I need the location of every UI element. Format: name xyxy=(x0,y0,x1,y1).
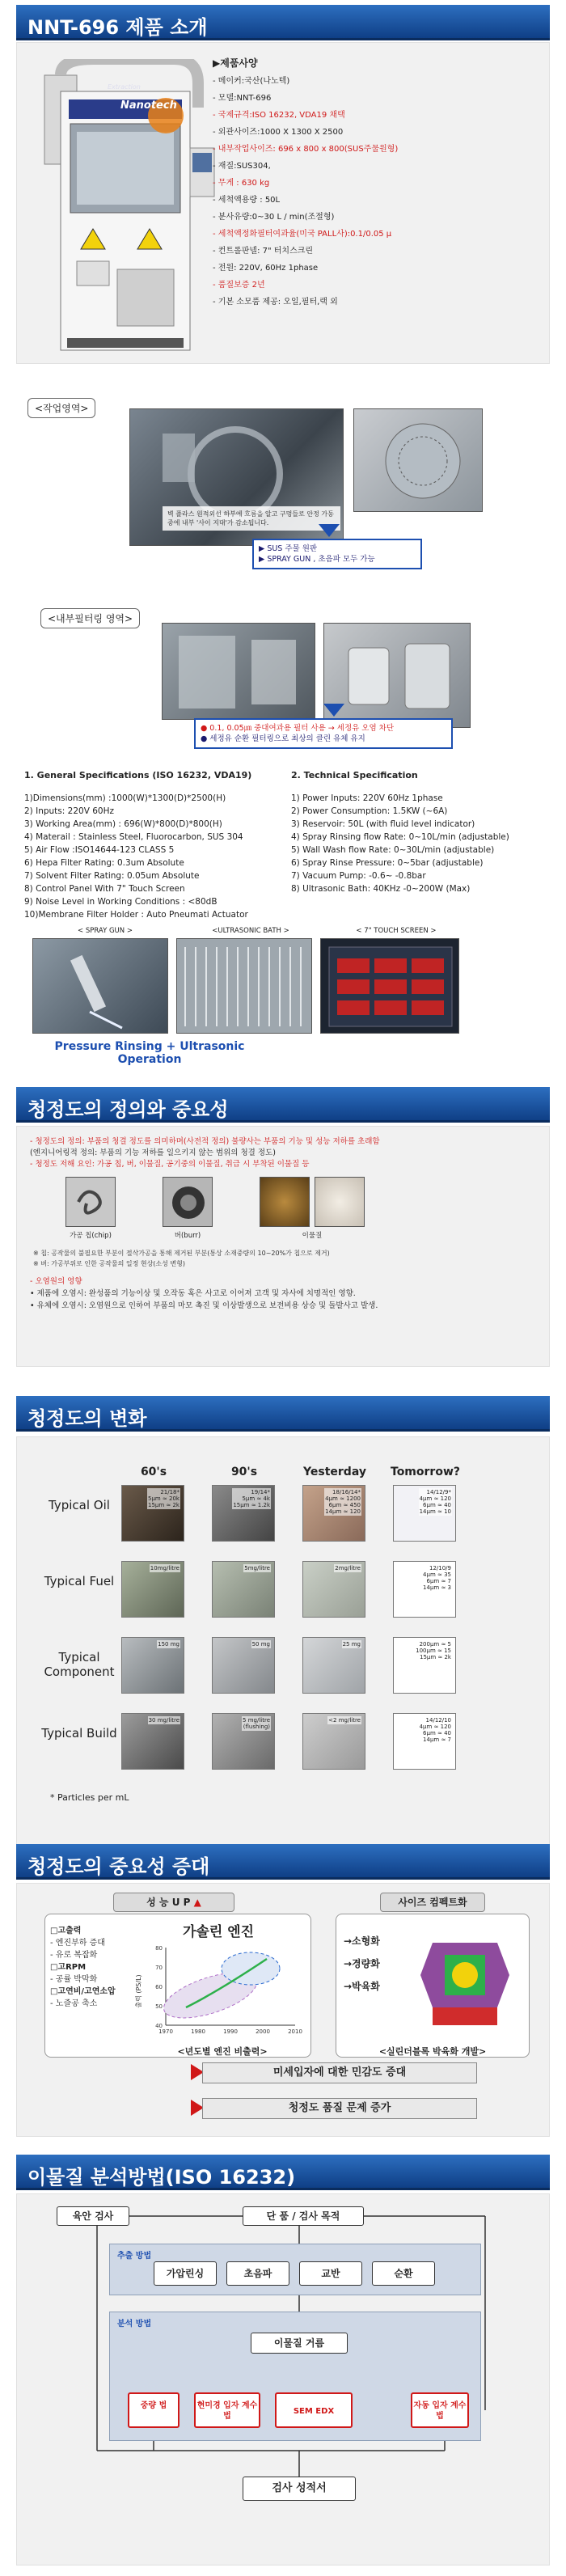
importance-block xyxy=(30,1275,378,1312)
extraction-method-box: 순환 xyxy=(372,2261,435,2286)
extraction-label: 추출 방법 xyxy=(117,2252,152,2261)
technical-spec-line: 1) Power Inputs: 220V 60Hz 1phase xyxy=(291,793,443,803)
chip-caption: 가공 칩(chip) xyxy=(70,1232,112,1240)
general-spec-line: 5) Air Flow :ISO14644-123 CLASS 5 xyxy=(24,845,175,855)
general-spec-line: 6) Hepa Filter Rating: 0.3um Absolute xyxy=(24,858,184,868)
y-axis-label: 출력 (PS/L) xyxy=(135,1974,142,2008)
change-cell xyxy=(302,1485,365,1542)
filter-bullets xyxy=(194,718,453,749)
change-banner xyxy=(16,1396,550,1432)
x-tick-label: 1990 xyxy=(223,2028,238,2035)
change-column-head: Yesterday xyxy=(303,1466,366,1478)
definition-line-3: - 청정도 저해 요인: 가공 칩, 버, 이물질, 공기중의 이물질, 취급 시 부착된 이물질 등 xyxy=(30,1160,310,1169)
change-cell xyxy=(393,1485,456,1542)
work-area-bullet-1: ▶ SUS 주물 원판 xyxy=(259,544,318,553)
performance-header xyxy=(113,1893,234,1912)
performance-bullet: - 엔진부하 증대 xyxy=(50,1939,105,1948)
definition-banner xyxy=(16,1087,550,1123)
note-chip: ※ 칩: 공작물의 불필요한 부분이 절삭가공을 통해 제거된 부분(통상 소재중량의 10~20%가 칩으로 제거) xyxy=(33,1250,330,1257)
change-cell-value: <2 mg/litre xyxy=(328,1717,361,1724)
change-cell xyxy=(121,1713,184,1770)
definition-notes xyxy=(33,1248,330,1269)
spec-line: - 세척액용량 : 50L xyxy=(213,196,281,205)
change-row-label: Typical Build xyxy=(41,1726,117,1741)
product-panel xyxy=(16,42,550,364)
change-cell-value: 2mg/litre xyxy=(335,1565,361,1571)
analysis-label: 분석 방법 xyxy=(117,2320,152,2329)
y-tick-label: 80 xyxy=(155,1945,163,1952)
change-cell-value: 25 mg xyxy=(342,1641,361,1648)
general-specs-title: 1. General Specifications (ISO 16232, VDA19) xyxy=(24,770,252,780)
result-box-1: 미세입자에 대한 민감도 증대 xyxy=(202,2062,477,2083)
change-column-head: 60's xyxy=(140,1466,167,1478)
work-area-photo-right xyxy=(353,408,483,512)
change-cell xyxy=(302,1637,365,1694)
definition-line-2: (엔지니어링적 정의: 부품의 기능 저하를 일으키지 않는 범위의 청결 정도) xyxy=(30,1148,276,1157)
general-spec-line: 7) Solvent Filter Rating: 0.05um Absolute xyxy=(24,871,200,881)
definition-panel xyxy=(16,1126,550,1367)
y-tick-label: 40 xyxy=(155,2023,163,2029)
spec-line: - 국제규격:ISO 16232, VDA19 채택 xyxy=(213,111,345,120)
work-area-bullet-2: ▶ SPRAY GUN , 초음파 모두 가능 xyxy=(259,555,375,564)
technical-spec-line: 4) Spray Rinsing flow Rate: 0~10L/min (adjustable) xyxy=(291,832,509,842)
technical-spec-line: 6) Spray Rinse Pressure: 0~5bar (adjustable) xyxy=(291,858,484,868)
technical-spec-line: 3) Reservoir: 50L (with fluid level indicator) xyxy=(291,819,475,829)
performance-bullet: □고RPM xyxy=(50,1963,87,1972)
change-cell xyxy=(212,1485,275,1542)
photo-touch-screen xyxy=(320,938,459,1034)
compact-bullet: →박육화 xyxy=(344,1981,380,1992)
filter-arrow xyxy=(323,704,344,717)
technical-spec-line: 8) Ultrasonic Bath: 40KHz -0~200W (Max) xyxy=(291,884,471,894)
compact-header: 사이즈 컴펙트화 xyxy=(380,1893,485,1912)
analysis-method-box: 중량 법 xyxy=(128,2392,180,2428)
note-burr: ※ 버: 가공부위로 인한 공작물의 일정 현상(소성 변형) xyxy=(33,1260,185,1267)
spec-line: - 컨트롤판넬: 7" 터치스크린 xyxy=(213,247,314,256)
change-cell-value: 10mg/litre xyxy=(150,1565,180,1571)
brand-label: Nanotech xyxy=(120,99,177,112)
change-cell-value: 50 mg xyxy=(251,1641,270,1648)
general-spec-line: 1)Dimensions(mm) :1000(W)*1300(D)*2500(H) xyxy=(24,793,226,803)
caption-ultrasonic: <ULTRASONIC BATH > xyxy=(212,927,289,935)
performance-caption: <년도별 엔진 비출력> xyxy=(177,2046,268,2057)
definition-line-1: - 청정도의 정의: 부품의 청결 정도를 의미하며(사전적 정의) 불량사는 부품의 기능 및 성능 저하를 초래함 xyxy=(30,1137,380,1146)
general-spec-line: 4) Materail : Stainless Steel, Fluorocarbon, SUS 304 xyxy=(24,832,243,842)
foreign-matter-image-1 xyxy=(260,1177,310,1227)
spec-line: - 무게 : 630 kg xyxy=(213,179,270,188)
x-tick-label: 1970 xyxy=(158,2028,173,2035)
product-title: NNT-696 제품 소개 xyxy=(27,16,208,39)
photo-ultrasonic xyxy=(176,938,312,1034)
performance-bullets xyxy=(50,1925,116,2010)
filter-bullet-1: ● 0.1, 0.05㎛ 중대여과용 필터 사용 → 세정유 오염 차단 xyxy=(201,724,395,733)
purpose-box: 단 품 / 검사 목적 xyxy=(243,2206,364,2226)
performance-bullet: - 유로 복잡화 xyxy=(50,1951,98,1960)
general-specs xyxy=(24,770,299,921)
work-area-bullets xyxy=(252,539,422,569)
change-cell xyxy=(212,1637,275,1694)
change-cell-value: 150 mg xyxy=(158,1641,180,1648)
change-cell-value: 14/12/10 4μm ≈ 120 6μm ≈ 40 14μm ≈ 7 xyxy=(419,1717,451,1743)
burr-image xyxy=(163,1177,213,1227)
technical-specs-title: 2. Technical Specification xyxy=(291,770,418,780)
change-cell xyxy=(393,1637,456,1694)
caption-spray-gun: < SPRAY GUN > xyxy=(78,927,133,935)
spec-line: - 외관사이즈:1000 X 1300 X 2500 xyxy=(213,128,344,137)
increase-title: 청정도의 중요성 증대 xyxy=(27,1855,210,1878)
foreign-matter-caption: 이물질 xyxy=(302,1232,323,1240)
general-spec-line: 8) Control Panel With 7" Touch Screen xyxy=(24,884,185,894)
compact-bullet: →소형화 xyxy=(344,1935,380,1947)
change-footnote: * Particles per mL xyxy=(50,1792,129,1803)
change-cell xyxy=(302,1561,365,1618)
change-cell-value: 5 mg/litre (flushing) xyxy=(243,1717,270,1730)
spec-line: - 내부작업사이즈: 696 x 800 x 800(SUS주물원형) xyxy=(213,145,399,154)
general-spec-line: 3) Working Area(mm) : 696(W)*800(D)*800(H) xyxy=(24,819,222,829)
filter-bullet-2: ● 세정유 순환 필터링으로 최상의 클린 유체 유지 xyxy=(201,734,365,743)
change-cell xyxy=(302,1713,365,1770)
general-spec-line: 10)Membrane Filter Holder : Auto Pneumati Actuator xyxy=(24,910,248,920)
chart-title: 가솔린 엔진 xyxy=(182,1924,255,1940)
increase-banner xyxy=(16,1844,550,1880)
change-cell-value: 21/18* 5μm ≈ 20k 15μm ≈ 2k xyxy=(147,1489,180,1508)
performance-bullet: - 노즐공 축소 xyxy=(50,1999,98,2008)
caption-touch-screen: < 7" TOUCH SCREEN > xyxy=(356,927,437,935)
chip-image xyxy=(65,1177,116,1227)
analysis-method-box: 자동 입자 계수법 xyxy=(411,2392,469,2428)
spec-line: - 품질보증 2년 xyxy=(213,281,265,290)
change-cell-value: 14/12/9* 4μm ≈ 120 6μm ≈ 40 14μm ≈ 10 xyxy=(419,1489,451,1515)
performance-header-text: 성 능 U P xyxy=(146,1897,191,1908)
up-arrow-icon: ▲ xyxy=(193,1897,201,1908)
x-tick-label: 2000 xyxy=(256,2028,270,2035)
foreign-matter-image-2 xyxy=(315,1177,365,1227)
analysis-banner xyxy=(16,2155,550,2190)
performance-bullet: □고출력 xyxy=(50,1927,82,1935)
spec-list xyxy=(213,56,536,311)
compact-bullets xyxy=(344,1930,380,1998)
change-row-label: Typical Oil xyxy=(49,1498,110,1512)
importance-head: - 오염원의 영향 xyxy=(30,1277,82,1286)
importance-line-2: • 유체에 오염시: 오염원으로 인하여 부품의 마모 촉진 및 이상발생으로 보전비용 상승 및 돌발사고 발생. xyxy=(30,1301,378,1310)
analysis-method-box: SEM EDX xyxy=(275,2392,353,2428)
change-cell xyxy=(121,1637,184,1694)
spec-line: - 기본 소모품 제공: 오일,필터,랙 외 xyxy=(213,298,338,307)
work-area-photo-left xyxy=(129,408,344,546)
change-column-head: 90's xyxy=(230,1466,258,1478)
technical-spec-line: 5) Wall Wash flow Rate: 0~30L/min (adjustable) xyxy=(291,845,495,855)
technical-spec-line: 2) Power Consumption: 1.5KW (~6A) xyxy=(291,806,448,816)
cylinder-block-image xyxy=(408,1918,522,2038)
change-cell-value: 18/16/14* 4μm ≈ 1200 6μm ≈ 450 14μm ≈ 120 xyxy=(325,1489,361,1515)
work-area-arrow xyxy=(319,524,340,537)
change-column-head: Tomorrow? xyxy=(391,1466,460,1478)
change-cell xyxy=(212,1713,275,1770)
general-spec-line: 9) Noise Level in Working Conditions : <80dB xyxy=(24,897,218,907)
burr-caption: 버(burr) xyxy=(174,1232,201,1240)
engine-chart xyxy=(129,1918,307,2048)
general-spec-line: 2) Inputs: 220V 60Hz xyxy=(24,806,114,816)
analysis-method-box: 현미경 입자 계수법 xyxy=(194,2392,260,2428)
change-cell-value: 12/10/9 4μm ≈ 35 6μm ≈ 7 14μm ≈ 3 xyxy=(423,1565,451,1591)
definition-lines xyxy=(30,1136,380,1170)
change-cell xyxy=(212,1561,275,1618)
change-cell xyxy=(121,1561,184,1618)
compact-bullet: →경량화 xyxy=(344,1958,380,1969)
spec-heading: ▶제품사양 xyxy=(213,57,258,69)
definition-title: 청정도의 정의와 중요성 xyxy=(27,1098,229,1121)
extraction-method-box: 교반 xyxy=(299,2261,362,2286)
change-cell-value: 30 mg/litre xyxy=(148,1717,180,1724)
change-cell xyxy=(393,1713,456,1770)
work-area-note: 벽 플라스 원적외선 하부에 흐름을 알고 구멍들로 안정 가동 중에 내부 '사이 지대'가 감소됩니다. xyxy=(163,506,340,531)
change-row-label: Typical Component xyxy=(44,1650,115,1679)
spec-line: - 전원: 220V, 60Hz 1phase xyxy=(213,264,319,273)
operation-footer: Pressure Rinsing + Ultrasonic Operation xyxy=(54,1040,245,1066)
product-banner xyxy=(16,5,550,40)
change-cell-value: 5mg/litre xyxy=(244,1565,270,1571)
spec-line: - 재질:SUS304, xyxy=(213,162,271,171)
change-title: 청정도의 변화 xyxy=(27,1407,147,1430)
extraction-method-box: 가압린싱 xyxy=(154,2261,217,2286)
change-cell-value: 200μm ≈ 5 100μm ≈ 15 15μm ≈ 2k xyxy=(416,1641,451,1660)
x-tick-label: 2010 xyxy=(288,2028,302,2035)
y-tick-label: 50 xyxy=(155,2003,163,2010)
extraction-method-box: 초음파 xyxy=(226,2261,289,2286)
analysis-title: 이물질 분석방법(ISO 16232) xyxy=(27,2166,296,2189)
performance-bullet: □고연비/고연소압 xyxy=(50,1987,116,1996)
change-cell xyxy=(121,1485,184,1542)
importance-line-1: • 제품에 오염시: 완성품의 기능이상 및 오작동 혹은 사고로 이어져 고객 및 자사에 치명적인 영향. xyxy=(30,1289,356,1298)
y-tick-label: 70 xyxy=(155,1965,163,1971)
technical-specs xyxy=(291,770,550,895)
filter-photo-left xyxy=(162,623,315,720)
change-row-label: Typical Fuel xyxy=(44,1574,115,1588)
work-area-label: <작업영역> xyxy=(27,398,95,418)
spec-line: - 분사유량:0~30 L / min(조절형) xyxy=(213,213,335,222)
particle-filter-box: 이물질 거름 xyxy=(251,2333,348,2354)
compact-caption: <실린더블록 박육화 개발> xyxy=(378,2046,487,2057)
spec-line: - 모델:NNT-696 xyxy=(213,94,272,103)
spec-line: - 메이커:국산(나노텍) xyxy=(213,77,290,86)
report-box: 검사 성적서 xyxy=(243,2477,356,2501)
result-box-2: 청정도 품질 문제 증가 xyxy=(202,2098,477,2119)
photo-spray-gun xyxy=(32,938,168,1034)
x-tick-label: 1980 xyxy=(191,2028,205,2035)
visual-inspection-box: 육안 검사 xyxy=(57,2206,129,2226)
change-cell xyxy=(393,1561,456,1618)
filter-photo-right xyxy=(323,623,471,728)
y-tick-label: 60 xyxy=(155,1984,163,1990)
performance-bullet: - 공률 박막화 xyxy=(50,1975,98,1984)
spec-line: - 세척액정화필터여과율(미국 PALL사):0.1/0.05 μ xyxy=(213,230,392,239)
change-cell-value: 19/14* 5μm ≈ 4k 15μm ≈ 1.2k xyxy=(233,1489,270,1508)
technical-spec-line: 7) Vacuum Pump: -0.6~ -0.8bar xyxy=(291,871,426,881)
filter-area-label: <내부필터링 영역> xyxy=(40,608,140,628)
device-label: Extraction xyxy=(108,83,141,91)
